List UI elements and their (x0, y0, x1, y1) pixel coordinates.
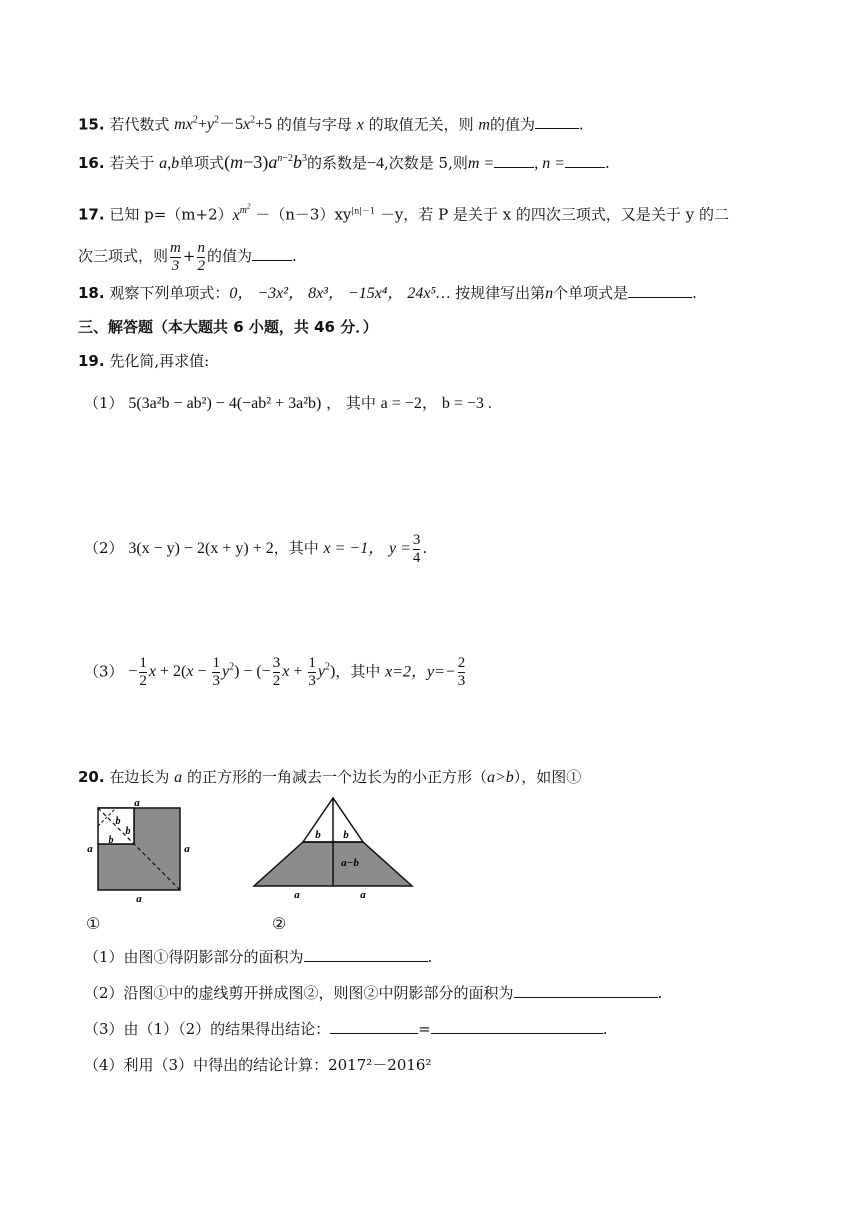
answer-blank-left[interactable] (330, 1019, 418, 1034)
figure-1-square (84, 794, 194, 904)
q20-text3: ），如图① (513, 768, 582, 786)
question-number: 18. (78, 284, 105, 302)
q19-part1 (84, 392, 492, 415)
q16-text3: 的系数是 (306, 154, 367, 172)
q19-p2-x: x = −1， (323, 540, 385, 557)
question-number: 20. (78, 768, 105, 786)
answer-blank[interactable] (252, 246, 292, 261)
fraction-2-3: $\frac{2}{3}$ (457, 654, 466, 689)
q17-text3: －y，若 P 是关于 x 的四次三项式，又是关于 y 的二 (379, 205, 729, 224)
q20-p4-text: （4）利用（3）中得出的结论计算：2017²－2016² (84, 1056, 432, 1074)
q16-m-eq: m = (467, 155, 495, 172)
fig1-label-bottom: a (136, 893, 142, 904)
q20-part4 (84, 1054, 431, 1076)
fig1-label-left: a (87, 843, 93, 855)
fig1-label-top: a (134, 797, 140, 809)
q20-part1: （1）由图①得阴影部分的面积为 . (84, 948, 433, 966)
question-15 (78, 110, 584, 136)
q17-text4: 次三项式，则 (78, 247, 169, 265)
answer-blank[interactable] (304, 947, 428, 962)
q17-text2: －（n－3）xy (255, 205, 352, 224)
q16-coef: −4 (366, 155, 385, 172)
q15-text4: 的值为 (489, 115, 535, 134)
question-20 (78, 766, 581, 789)
q16-vars: a,b (159, 155, 180, 172)
q18-text2: 按规律写出第 (455, 284, 546, 302)
fig2-label-amb: a−b (341, 857, 359, 869)
fraction-m-3: $\frac{m}{3}$ (170, 239, 181, 274)
q15-text: 若代数式 (109, 115, 170, 134)
period: . (578, 115, 584, 134)
figure-2-label: ② (272, 914, 287, 933)
q15-text2: 的值与字母 (276, 115, 352, 134)
q17-xpow: $x^{m^2}$ (232, 203, 251, 224)
answer-blank[interactable] (535, 114, 579, 129)
q20-var-a: a (174, 769, 183, 786)
q19-p3-expression: − $\frac{1}{2}$ x + 2(x − $\frac{1}{3}$ $y^2$) − (− $\frac{3}{2}$ x + $\frac{1}{3}$ $y^2$) (128, 655, 336, 690)
q15-var-x: x (356, 116, 364, 134)
q20-part2: （2）沿图①中的虚线剪开拼成图②，则图②中阴影部分的面积为 . (84, 984, 663, 1002)
q16-expression: $(m-3)a^{n-2}b^3$ (224, 152, 307, 172)
part-label: （1） (84, 394, 124, 412)
fig2-label-a1: a (294, 889, 300, 901)
answer-blank[interactable] (514, 983, 658, 998)
period: . (605, 154, 610, 172)
question-18 (78, 282, 697, 305)
q15-text3: 的取值无关，则 (368, 115, 474, 134)
answer-blank-n[interactable] (565, 153, 605, 168)
q16-text: 若关于 (109, 154, 155, 172)
figure-1-label: ① (86, 914, 101, 933)
fig2-label-b2: b (343, 829, 349, 841)
q17-text5: 的值为 (206, 247, 252, 265)
question-17-line2: 次三项式，则 $\frac{m}{3}$ + $\frac{n}{2}$ 的值为 . (78, 239, 297, 274)
q17-text: 已知 p=（m+2） (109, 205, 233, 224)
part-label: （2） (84, 539, 124, 557)
q18-sequence: 0， −3x²， 8x³， −15x⁴， 24x⁵… (229, 285, 451, 302)
q19-p2-expression: 3(x − y) − 2(x + y) + 2 (128, 540, 274, 557)
q15-var-m: m (478, 116, 490, 134)
answer-blank-right[interactable] (431, 1019, 603, 1034)
q16-n-eq: , n = (534, 155, 566, 172)
q16-text2: 单项式 (179, 154, 225, 172)
q19-p3-values: x=2，y=− (385, 663, 456, 681)
q18-text3: 个单项式是 (553, 284, 629, 302)
fraction-n-2: $\frac{n}{2}$ (197, 239, 205, 274)
q20-text: 在边长为 (109, 768, 170, 786)
fig2-label-a2: a (360, 889, 366, 901)
q15-expression: $mx^2+y^2-5x^2+5$ (174, 115, 273, 134)
period: . (692, 284, 697, 302)
fig1-label-b3: b (108, 835, 114, 846)
q20-p2-text: （2）沿图①中的虚线剪开拼成图②，则图②中阴影部分的面积为 (84, 984, 514, 1002)
q20-text2: 的正方形的一角减去一个边长为的小正方形（ (186, 768, 487, 786)
answer-blank-m[interactable] (494, 153, 534, 168)
q19-p2-y: y = (389, 540, 411, 557)
q19-p3-cond: ，其中 (335, 662, 381, 681)
q20-ab: a>b (486, 769, 514, 786)
question-17-line1: 17. 已知 $p=(m+2)x^{m^2} -(n-3)xy^{|n|-1} -y$，若 P 是关于 x 的四次三项式，又是关于 y 的二 (78, 203, 729, 224)
q20-p3-text: （3）由（1）（2）的结果得出结论： (84, 1020, 331, 1038)
q16-text4: ,次数是 5,则 (384, 154, 468, 172)
fraction-3-4: $\frac{3}{4}$ (412, 531, 421, 566)
q19-p1-expression: 5(3a²b − ab²) − 4(−ab² + 3a²b) (128, 395, 322, 412)
answer-blank[interactable] (628, 283, 692, 298)
fig1-label-b1: b (115, 816, 121, 827)
q19-part3 (84, 648, 467, 692)
question-number: 19. (78, 352, 105, 370)
q19-p1-cond: ， 其中 (326, 394, 376, 412)
question-number: 16. (78, 154, 105, 172)
fig1-label-b2: b (125, 826, 131, 837)
q20-part3: （3）由（1）（2）的结果得出结论： = . (84, 1020, 608, 1038)
equals-sign: = (418, 1020, 431, 1038)
q20-p1-text: （1）由图①得阴影部分的面积为 (84, 948, 304, 966)
question-16 (78, 148, 610, 175)
fig2-label-b1: b (315, 829, 321, 841)
q19-p2-cond: ，其中 (273, 539, 319, 557)
figure-2-trapezoid (250, 794, 420, 904)
q19-p1-values: a = −2， b = −3 . (380, 395, 492, 412)
question-number: 17. (78, 205, 105, 224)
q18-var-n: n (545, 285, 554, 302)
q19-title: 先化简,再求值: (109, 352, 210, 370)
q19-part2: （2） 3(x − y) − 2(x + y) + 2，其中 x = −1， y = $\frac{3}{4}$ . (84, 531, 428, 566)
question-number: 15. (78, 115, 105, 134)
q18-text: 观察下列单项式： (109, 284, 230, 302)
fig1-label-right: a (184, 843, 190, 855)
section-title: 三、解答题（本大题共 6 小题，共 46 分．） (78, 318, 378, 336)
period: . (291, 247, 297, 265)
question-19 (78, 350, 209, 372)
part-label: （3） (84, 662, 124, 681)
